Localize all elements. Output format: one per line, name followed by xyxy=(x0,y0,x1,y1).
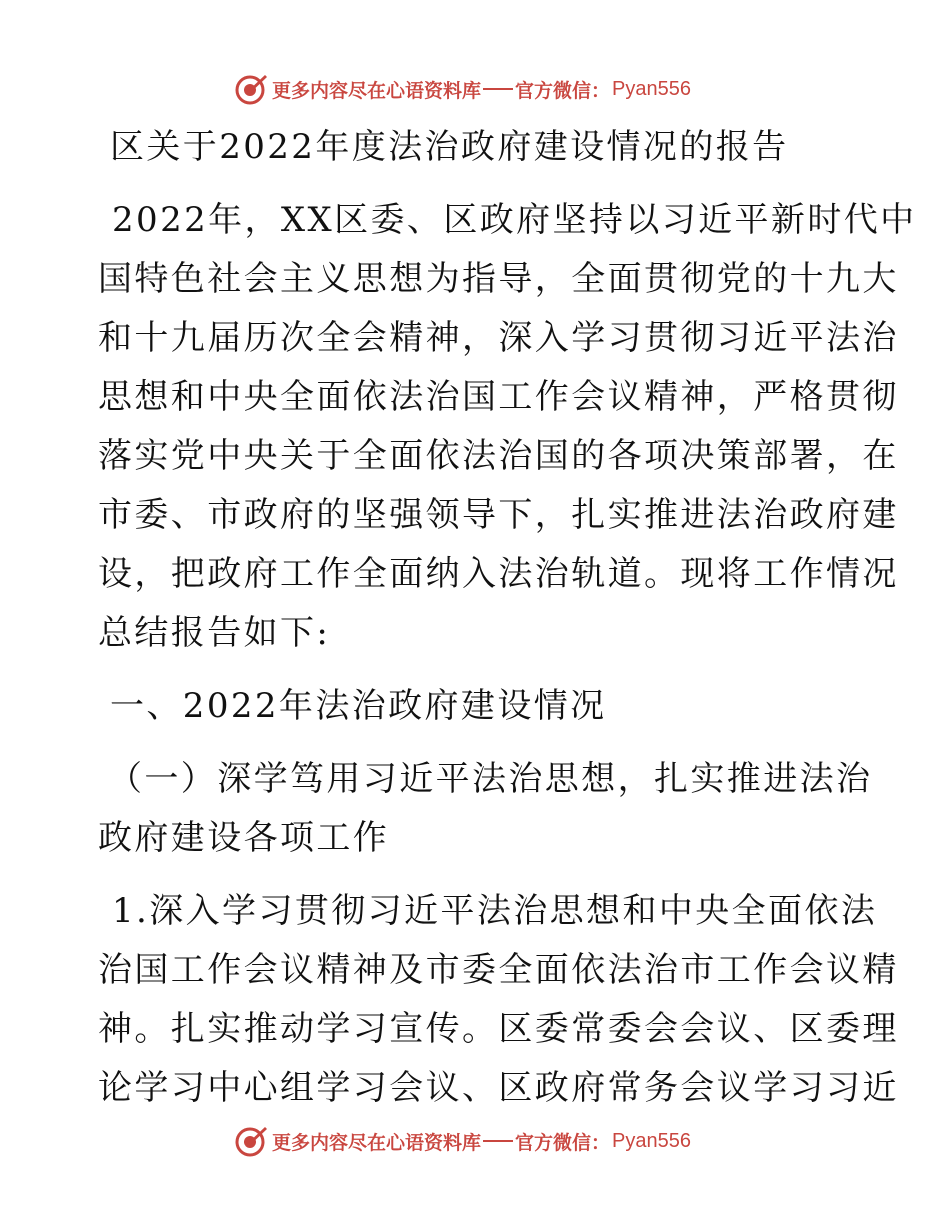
section-heading: 一、2022年法治政府建设情况 xyxy=(110,686,607,726)
text-line: 治国工作会议精神及市委全面依法治市工作会议精 xyxy=(98,950,899,990)
watermark-dash xyxy=(483,1140,513,1142)
watermark-suffix-text: 官方微信： xyxy=(515,1131,611,1154)
text-line: 思想和中央全面依法治国工作会议精神，严格贯彻 xyxy=(98,377,899,417)
document-title: 区关于2022年度法治政府建设情况的报告 xyxy=(110,127,789,167)
text-line: 总结报告如下: xyxy=(98,613,331,653)
subsection-heading xyxy=(98,750,873,868)
text-line: （一）深学笃用习近平法治思想，扎实推进法治 xyxy=(108,759,873,799)
paragraph-item-1 xyxy=(98,882,899,1118)
text-line: 国特色社会主义思想为指导，全面贯彻党的十九大 xyxy=(98,259,899,299)
text-line: 市委、市政府的坚强领导下，扎实推进法治政府建 xyxy=(98,495,899,535)
watermark-suffix-text: 官方微信： xyxy=(515,79,611,102)
watermark-dash xyxy=(483,88,513,90)
text-line: 1.深入学习贯彻习近平法治思想和中央全面依法 xyxy=(112,891,878,931)
document-body xyxy=(98,118,917,1118)
text-line: 和十九届历次全会精神，深入学习贯彻习近平法治 xyxy=(98,318,899,358)
text-line: 2022年，XX区委、区政府坚持以习近平新时代中 xyxy=(112,200,917,240)
watermark-handle: Pyan556 xyxy=(612,77,691,100)
watermark-top xyxy=(234,72,691,106)
text-line: 落实党中央关于全面依法治国的各项决策部署，在 xyxy=(98,436,899,476)
watermark-bottom xyxy=(234,1124,691,1158)
text-line: 政府建设各项工作 xyxy=(98,818,390,858)
paragraph-intro xyxy=(98,191,917,663)
text-line: 神。扎实推动学习宣传。区委常委会会议、区委理 xyxy=(98,1009,899,1049)
text-line: 设，把政府工作全面纳入法治轨道。现将工作情况 xyxy=(98,554,899,594)
watermark-main-text: 更多内容尽在心语资料库 xyxy=(272,79,482,102)
pen-logo-icon xyxy=(234,1124,268,1158)
watermark-main-text: 更多内容尽在心语资料库 xyxy=(272,1131,482,1154)
watermark-handle: Pyan556 xyxy=(612,1129,691,1152)
pen-logo-icon xyxy=(234,72,268,106)
text-line: 论学习中心组学习会议、区政府常务会议学习习近 xyxy=(98,1068,899,1108)
